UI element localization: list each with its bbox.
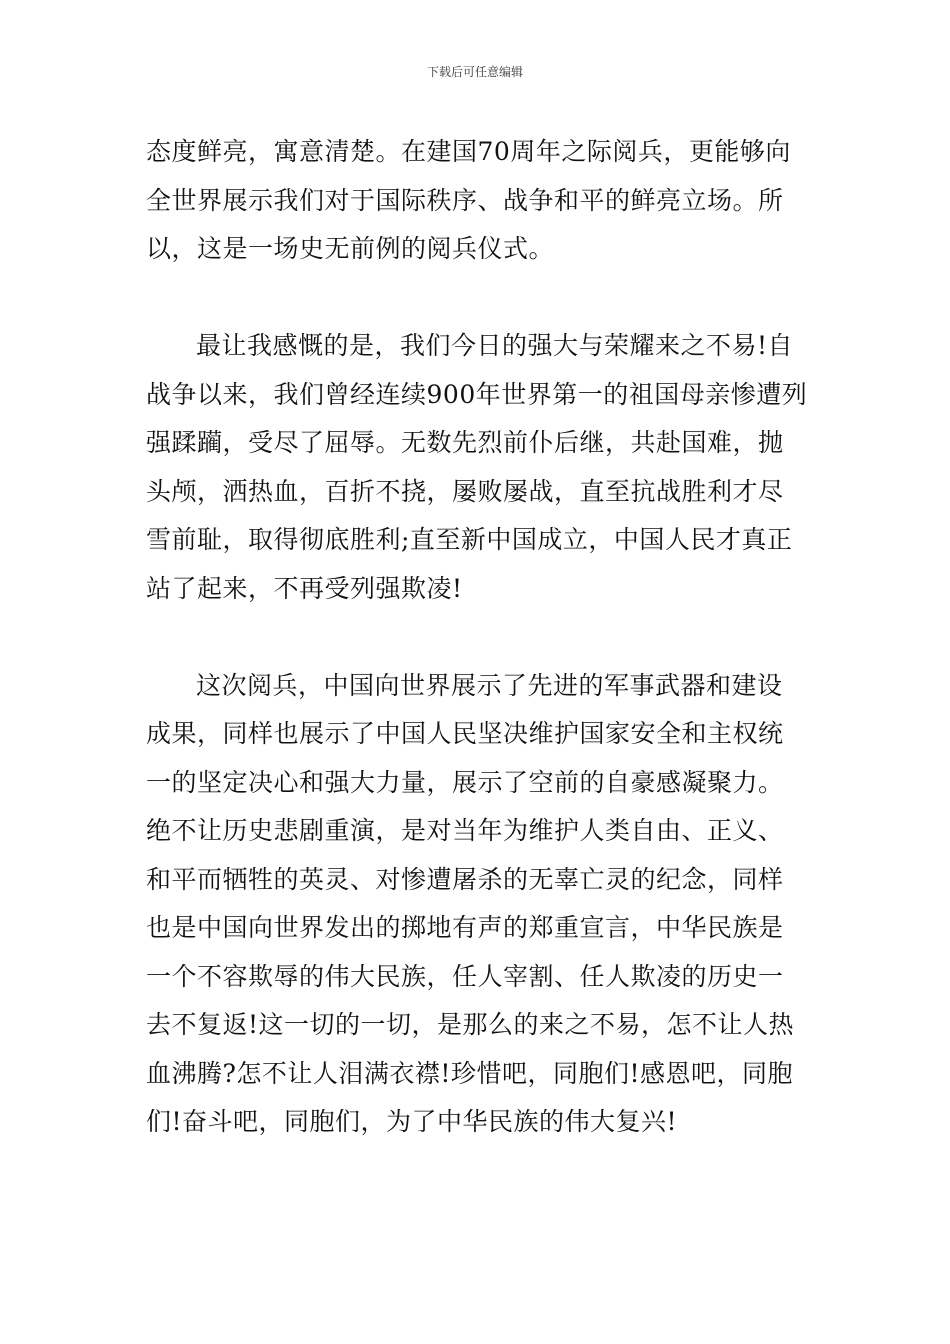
paragraph-line: 强蹂躏，受尽了屈辱。无数先烈前仆后继，共赴国难，抛: [146, 428, 784, 457]
document-body: [146, 128, 816, 1147]
paragraph-line: 血沸腾?怎不让人泪满衣襟!珍惜吧，同胞们!感恩吧，同胞: [146, 1058, 793, 1088]
paragraph-spacer: [146, 274, 816, 323]
paragraph-spacer: [146, 613, 816, 662]
header-note: 下载后可任意编辑: [426, 65, 523, 79]
paragraph-line: 战争以来，我们曾经连续900年世界第一的祖国母亲惨遭列: [146, 379, 808, 409]
paragraph-line: 雪前耻，取得彻底胜利;直至新中国成立，中国人民才真正: [146, 525, 793, 554]
paragraph-line: 站了起来，不再受列强欺凌!: [146, 573, 463, 603]
paragraph-line: 们!奋斗吧，同胞们，为了中华民族的伟大复兴!: [146, 1107, 678, 1136]
paragraph-line: 态度鲜亮，寓意清楚。在建国70周年之际阅兵，更能够向: [146, 137, 791, 166]
paragraph-line: 一个不容欺辱的伟大民族，任人宰割、任人欺凌的历史一: [146, 961, 784, 991]
paragraph-line: 也是中国向世界发出的掷地有声的郑重宣言，中华民族是: [146, 913, 784, 942]
paragraph-line: 成果，同样也展示了中国人民坚决维护国家安全和主权统: [146, 719, 784, 748]
paragraph-line: 一的坚定决心和强大力量，展示了空前的自豪感凝聚力。: [146, 767, 784, 797]
paragraph-line: 最让我感慨的是，我们今日的强大与荣耀来之不易!自: [196, 331, 794, 360]
paragraph-line: 绝不让历史悲剧重演，是对当年为维护人类自由、正义、: [146, 816, 784, 845]
paragraph-1: [146, 128, 816, 274]
paragraph-2: [146, 322, 816, 613]
paragraph-3: [146, 662, 816, 1147]
paragraph-line: 这次阅兵，中国向世界展示了先进的军事武器和建设: [196, 670, 783, 700]
paragraph-line: 去不复返!这一切的一切，是那么的来之不易，怎不让人热: [146, 1010, 795, 1039]
paragraph-line: 全世界展示我们对于国际秩序、战争和平的鲜亮立场。所: [146, 185, 784, 215]
paragraph-line: 头颅，洒热血，百折不挠，屡败屡战，直至抗战胜利才尽: [146, 476, 784, 506]
paragraph-line: 以，这是一场史无前例的阅兵仪式。: [146, 234, 555, 263]
paragraph-line: 和平而牺牲的英灵、对惨遭屠杀的无辜亡灵的纪念，同样: [146, 864, 784, 894]
